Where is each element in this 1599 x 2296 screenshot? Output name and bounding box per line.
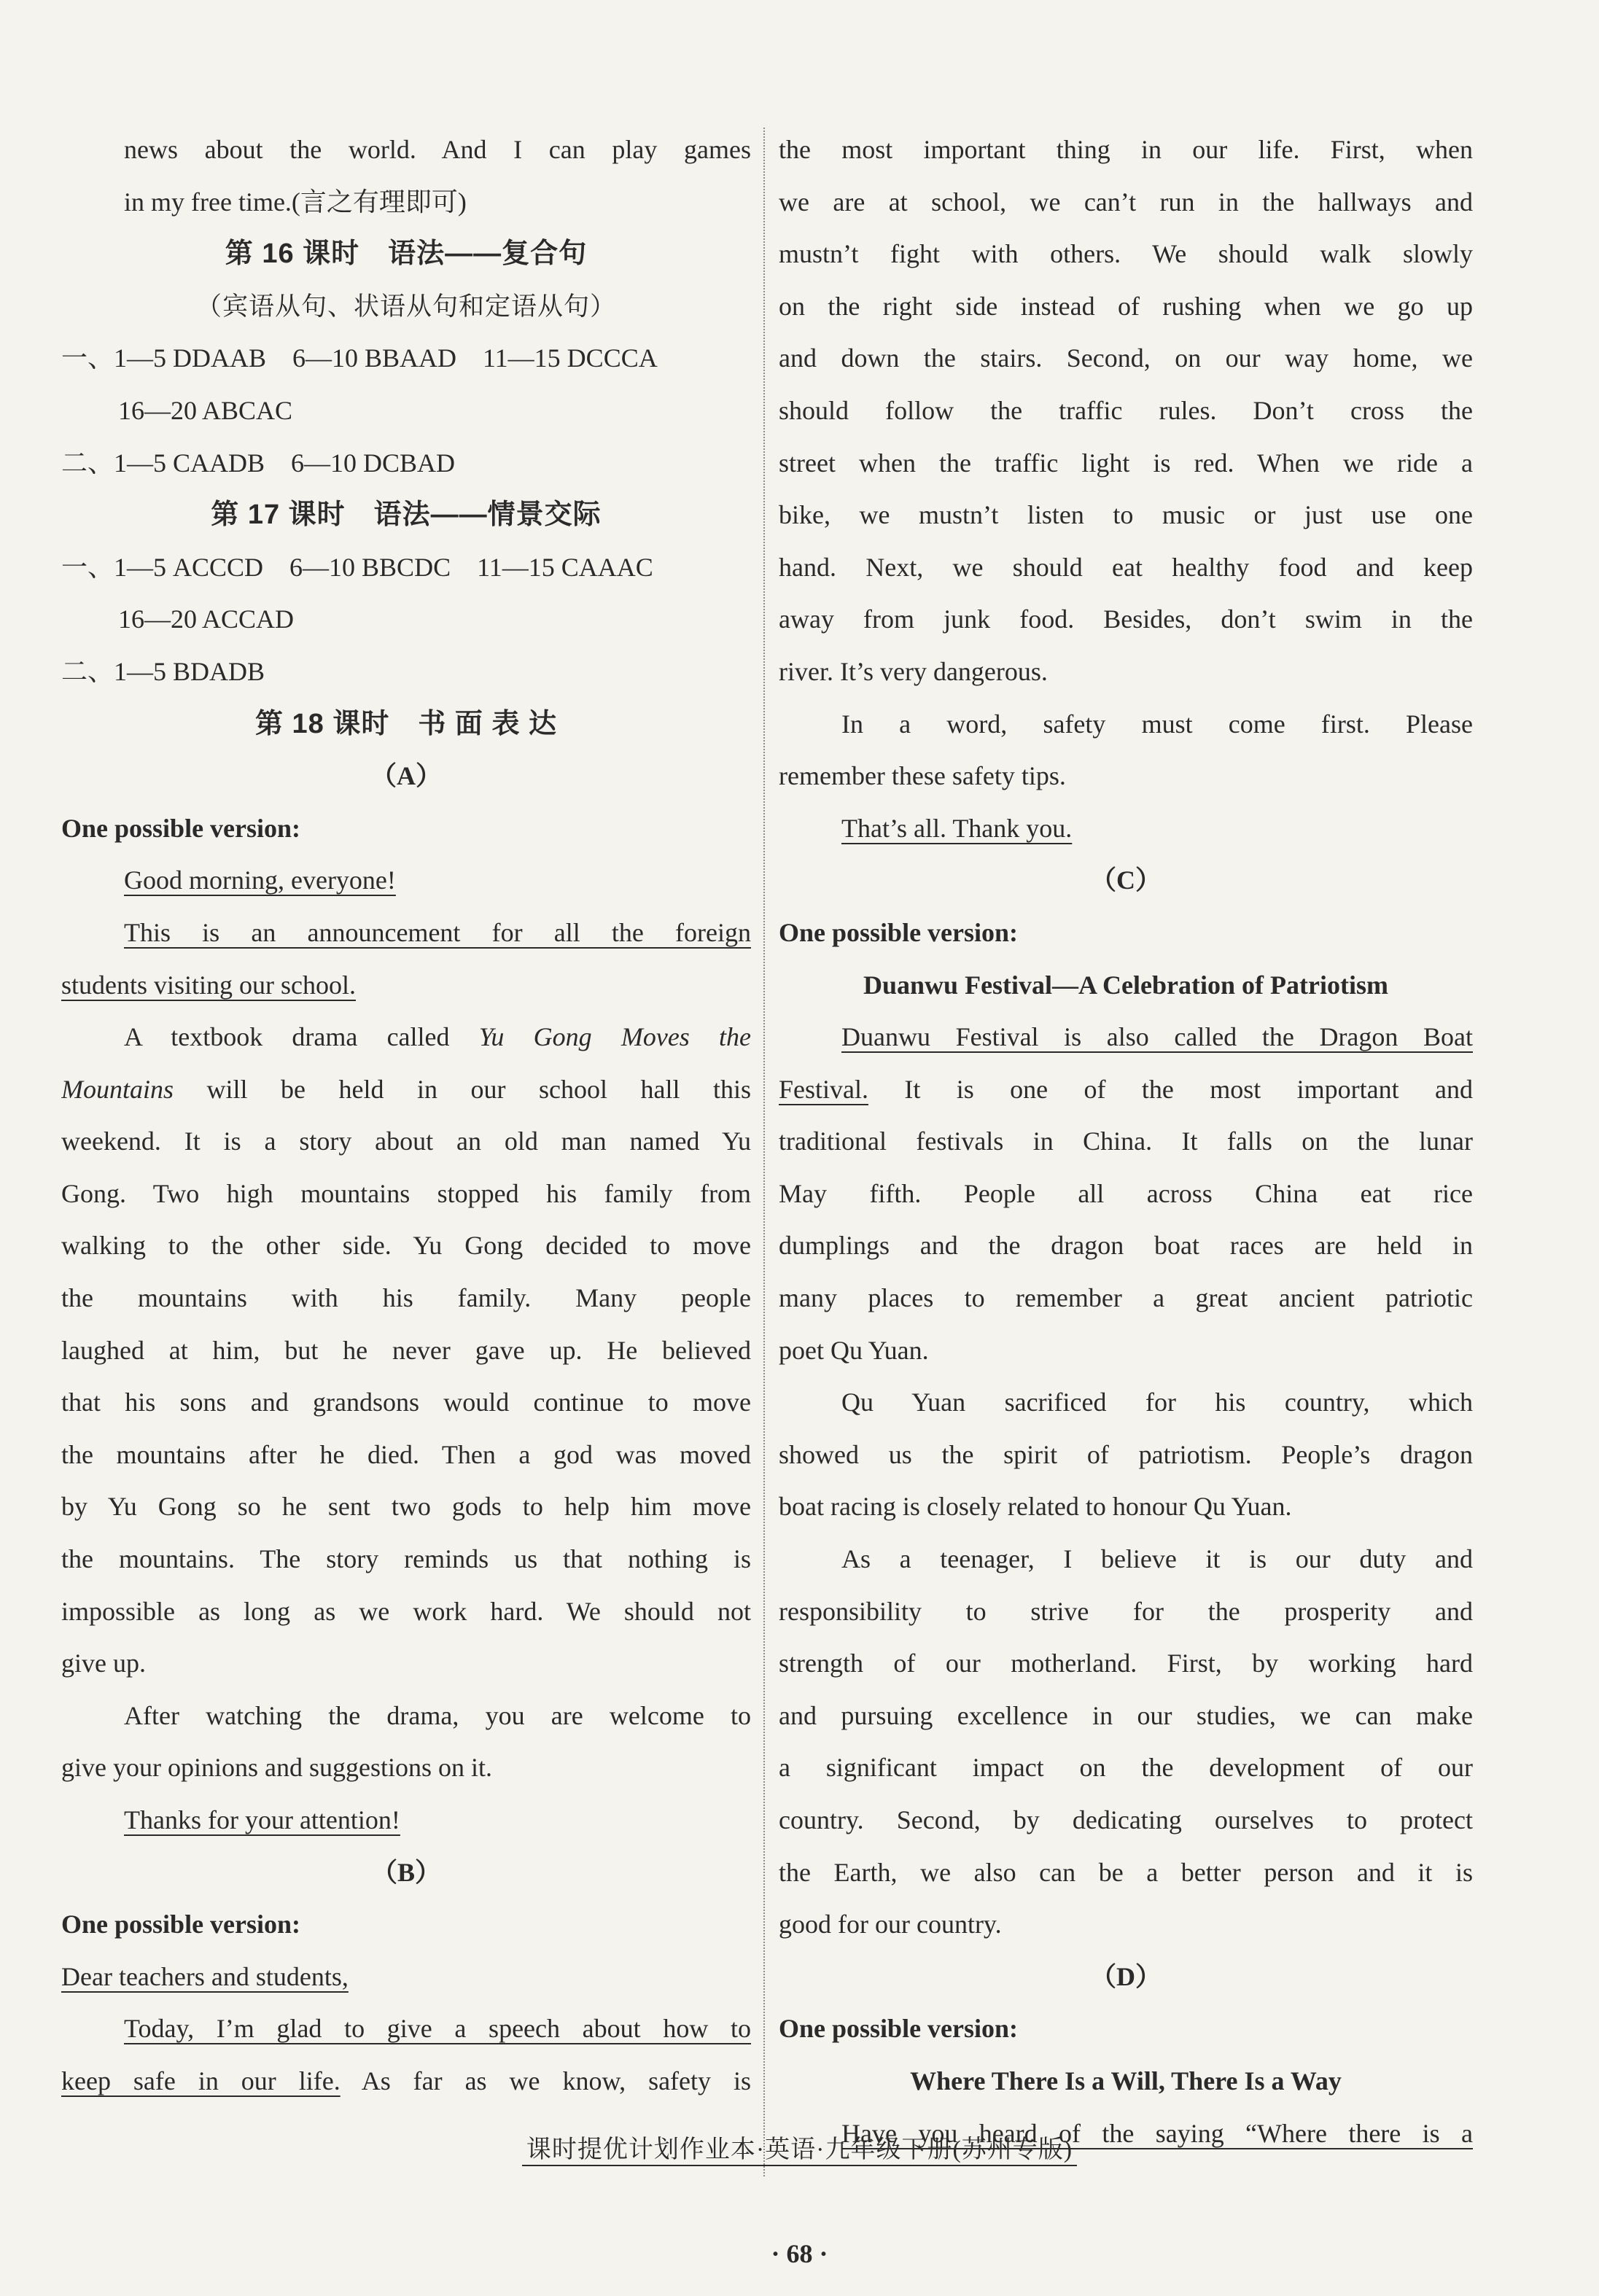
text-line: in my free time.(言之有理即可) (124, 187, 467, 217)
text-line: and pursuing excellence in our studies, we can make (779, 1700, 1473, 1730)
text-line (779, 803, 1473, 855)
text-line: the mountains after he died. Then a god was moved (61, 1439, 751, 1469)
text-line: mustn’t fight with others. We should walk slowly (779, 239, 1473, 269)
version-label: One possible version: (779, 917, 1019, 947)
text-line (61, 2055, 751, 2108)
text-line: give your opinions and suggestions on it. (61, 1753, 492, 1783)
version-label: One possible version: (779, 2014, 1019, 2044)
text-line: that his sons and grandsons would continue to move (61, 1388, 751, 1417)
underlined-line: This is an announcement for all the foreign (124, 917, 751, 947)
text-line: hand. Next, we should eat healthy food and keep (779, 552, 1473, 582)
answer-line: 16—20 ABCAC (118, 395, 293, 425)
text-line: showed us the spirit of patriotism. People’s dragon (779, 1439, 1473, 1469)
right-column (779, 124, 1473, 2160)
underlined-line: Today, I’m glad to give a speech about how to (124, 2014, 751, 2044)
section-b-label: （B） (370, 1857, 441, 1887)
text-line: a significant impact on the development of our (779, 1753, 1473, 1783)
text-line (61, 1064, 751, 1116)
text-line: strength of our motherland. First, by working hard (779, 1649, 1473, 1678)
text-span: will be held in our school hall this (174, 1074, 751, 1104)
series-title: 课时提优计划作业本·英语·九年级下册(苏州专版) (522, 2136, 1077, 2166)
text-line: river. It’s very dangerous. (779, 656, 1048, 686)
left-column (61, 124, 751, 2108)
drama-title: Mountains (61, 1074, 174, 1104)
essay-title: Where There Is a Will, There Is a Way (910, 2066, 1342, 2095)
text-line: traditional festivals in China. It falls on the lunar (779, 1126, 1473, 1156)
text-line (61, 1951, 751, 2004)
column-divider (763, 128, 765, 2176)
section-d-label: （D） (1090, 1961, 1162, 1991)
underlined-text: Good morning, everyone! (124, 865, 396, 895)
text-line: and down the stairs. Second, on our way home, we (779, 343, 1473, 373)
underlined-line: Duanwu Festival is also called the Dragon Boat (841, 1022, 1473, 1052)
underlined-text: Festival. (779, 1074, 868, 1104)
answer-line: 二、1—5 CAADB 6—10 DCBAD (61, 448, 456, 478)
text-line: street when the traffic light is red. When we ride a (779, 448, 1473, 478)
text-span: A textbook drama called (124, 1022, 479, 1052)
underlined-text: Thanks for your attention! (124, 1805, 400, 1834)
text-line: good for our country. (779, 1910, 1002, 1939)
lesson-16-title: 第 16 课时 语法——复合句 (225, 238, 588, 270)
essay-title: Duanwu Festival—A Celebration of Patriotism (863, 970, 1388, 1000)
text-line: walking to the other side. Yu Gong decided to move (61, 1231, 751, 1261)
text-span: It is one of the most important and (868, 1074, 1473, 1104)
text-line: remember these safety tips. (779, 761, 1066, 791)
answer-line: 16—20 ACCAD (118, 604, 295, 634)
text-line (61, 1794, 751, 1847)
text-line: boat racing is closely related to honour Qu Yuan. (779, 1492, 1292, 1522)
book-series-footer (0, 2129, 1599, 2165)
section-c-label: （C） (1090, 865, 1162, 895)
lesson-16-subtitle: （宾语从句、状语从句和定语从句） (195, 292, 616, 321)
answer-line: 二、1—5 BDADB (61, 656, 265, 686)
text-line: news about the world. And I can play games (124, 135, 751, 164)
text-line: As a teenager, I believe it is our duty and (841, 1544, 1473, 1574)
text-line: the mountains with his family. Many people (61, 1283, 751, 1313)
text-line: the mountains. The story reminds us that nothing is (61, 1544, 751, 1574)
underlined-text: That’s all. Thank you. (841, 813, 1073, 843)
lesson-18-title: 第 18 课时 书 面 表 达 (254, 708, 558, 739)
text-line: the most important thing in our life. First, when (779, 135, 1473, 164)
text-line: many places to remember a great ancient patriotic (779, 1283, 1473, 1313)
page-number: · 68 · (771, 2239, 828, 2268)
underlined-line: Have you heard of the saying “Where there is a (841, 2118, 1473, 2148)
version-label: One possible version: (61, 813, 301, 843)
answer-line: 一、1—5 ACCCD 6—10 BBCDC 11—15 CAAAC (61, 552, 653, 582)
text-line: responsibility to strive for the prosperity and (779, 1596, 1473, 1626)
text-line: country. Second, by dedicating ourselves to protect (779, 1805, 1473, 1834)
drama-title: Yu Gong Moves the (478, 1022, 751, 1052)
text-line (61, 1011, 751, 1064)
text-line: the Earth, we also can be a better person and it is (779, 1857, 1473, 1887)
lesson-17-title: 第 17 课时 语法——情景交际 (211, 499, 602, 531)
text-line: should follow the traffic rules. Don’t cross the (779, 395, 1473, 425)
section-a-label: （A） (370, 761, 442, 791)
text-span: As far as we know, safety is (340, 2066, 751, 2095)
answer-line: 一、1—5 DDAAB 6—10 BBAAD 11—15 DCCCA (61, 343, 658, 373)
text-line: away from junk food. Besides, don’t swim in the (779, 604, 1473, 634)
text-line: In a word, safety must come first. Please (841, 709, 1473, 739)
text-line: May fifth. People all across China eat rice (779, 1178, 1473, 1208)
text-line: Qu Yuan sacrificed for his country, which (841, 1388, 1473, 1417)
text-line: weekend. It is a story about an old man named Yu (61, 1126, 751, 1156)
text-line: give up. (61, 1649, 146, 1678)
text-line: on the right side instead of rushing when we go up (779, 291, 1473, 321)
underlined-text: Dear teachers and students, (61, 1961, 349, 1991)
text-line: we are at school, we can’t run in the hallways and (779, 187, 1473, 217)
text-line: laughed at him, but he never gave up. He believed (61, 1335, 751, 1365)
underlined-text: keep safe in our life. (61, 2066, 341, 2095)
text-line: dumplings and the dragon boat races are held in (779, 1231, 1473, 1261)
text-line: After watching the drama, you are welcome to (124, 1700, 751, 1730)
text-line: poet Qu Yuan. (779, 1335, 929, 1365)
text-line: impossible as long as we work hard. We should not (61, 1596, 751, 1626)
text-line (61, 855, 751, 907)
text-line: by Yu Gong so he sent two gods to help him move (61, 1492, 751, 1522)
text-line (779, 1064, 1473, 1116)
version-label: One possible version: (61, 1910, 301, 1939)
text-line (61, 960, 751, 1012)
underlined-text: students visiting our school. (61, 970, 356, 1000)
text-line: bike, we mustn’t listen to music or just use one (779, 500, 1473, 530)
text-line: Gong. Two high mountains stopped his family from (61, 1178, 751, 1208)
